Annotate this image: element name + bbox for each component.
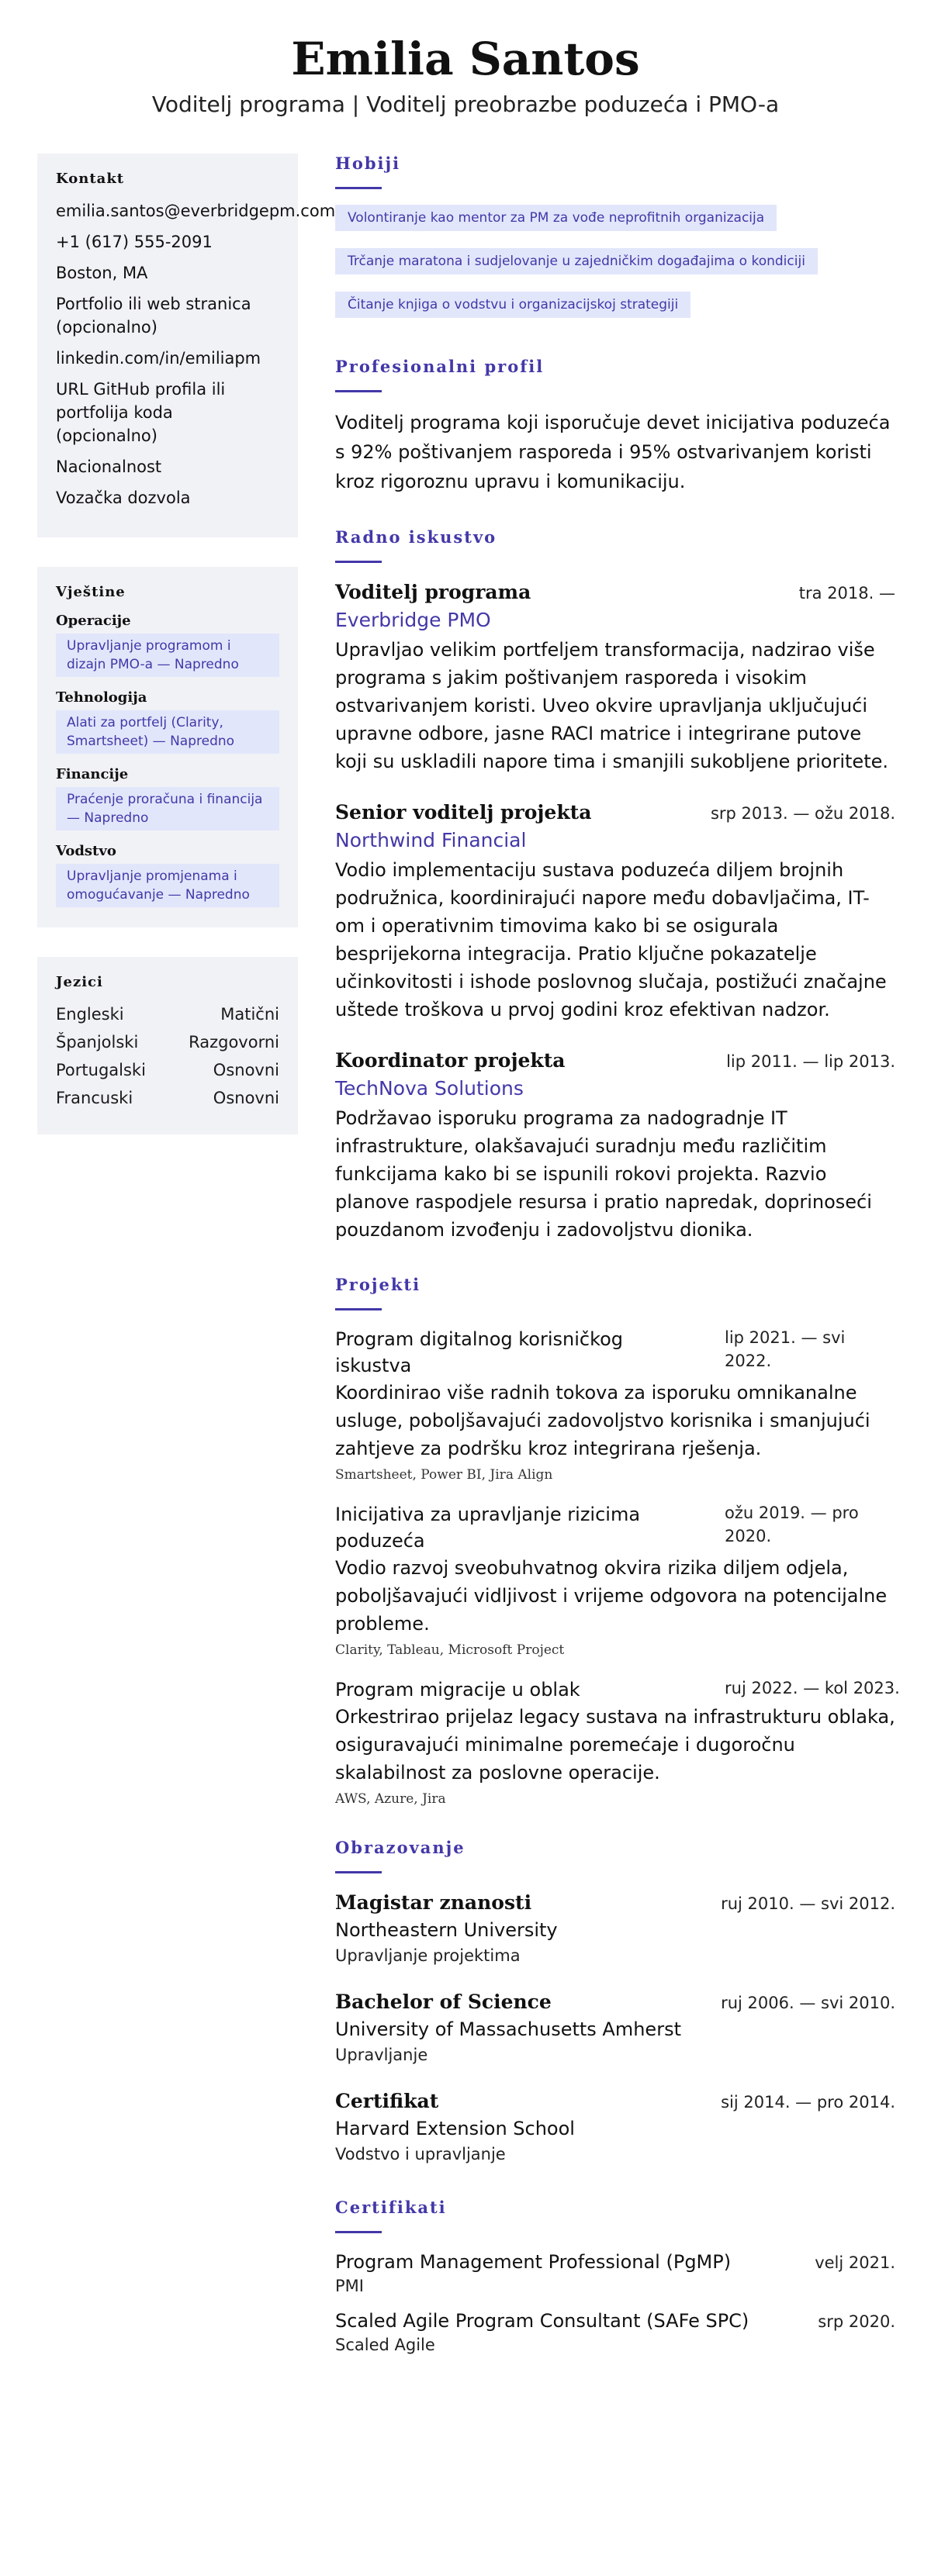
hobby-tag: Trčanje maratona i sudjelovanje u zajedničkim događajima o kondiciji bbox=[335, 248, 818, 275]
resume-header bbox=[0, 31, 931, 117]
project-description: Orkestrirao prijelaz legacy sustava na infrastrukturu oblaka, osiguravajući minimalne poremećaje i dugoročnu skalabilnost za poslovne operacije. bbox=[335, 1706, 895, 1784]
education-section bbox=[335, 1838, 895, 2167]
contact-license: Vozačka dozvola bbox=[56, 489, 191, 507]
language-name: Engleski bbox=[56, 1005, 124, 1024]
hobby-tag: Čitanje knjiga o vodstvu i organizacijskoj strategiji bbox=[335, 292, 690, 318]
skill-group bbox=[56, 689, 279, 754]
job-description: Vodio implementaciju sustava poduzeća diljem brojnih podružnica, koordinirajući napore među dobavljačima, IT-om i operativnim timovima kako bi se osigurala besprijekorna integracija. Pratio ključne pokazatelje učinkovitosti i ishode poslovnog slučaja, postižući značajne uštede troškova u prvoj godini kroz efektivan nadzor. bbox=[335, 859, 887, 1020]
education-degree: Magistar znanosti bbox=[335, 1891, 532, 1914]
skill-tag: Alati za portfelj (Clarity, Smartsheet) — Napredno bbox=[56, 710, 279, 754]
language-name: Španjolski bbox=[56, 1033, 139, 1051]
section-title: Projekti bbox=[335, 1275, 421, 1294]
language-name: Portugalski bbox=[56, 1061, 146, 1079]
skill-group-title: Operacije bbox=[56, 613, 131, 629]
job-title: Voditelj programa bbox=[335, 581, 531, 603]
project-tools: AWS, Azure, Jira bbox=[335, 1791, 446, 1807]
profile-summary: Voditelj programa koji isporučuje devet inicijativa poduzeća s 92% poštivanjem rasporeda i 95% ostvarivanjem koristi kroz rigoroznu upravu i komunikaciju. bbox=[335, 412, 891, 492]
language-row bbox=[56, 1086, 279, 1110]
section-title: Profesionalni profil bbox=[335, 357, 545, 376]
education-date: ruj 2006. — svi 2010. bbox=[721, 1994, 895, 2012]
project-description: Vodio razvoj sveobuhvatnog okvira rizika diljem odjela, poboljšavajući vidljivost i vrijeme odgovora na potencijalne probleme. bbox=[335, 1557, 888, 1635]
language-row bbox=[56, 1003, 279, 1026]
contact-email[interactable]: emilia.santos@everbridgepm.com bbox=[56, 202, 336, 220]
languages-card bbox=[37, 957, 298, 1134]
job-entry bbox=[335, 578, 895, 775]
education-date: sij 2014. — pro 2014. bbox=[721, 2093, 895, 2112]
job-date: srp 2013. — ožu 2018. bbox=[710, 804, 895, 823]
section-divider bbox=[335, 187, 382, 189]
skill-group-title: Financije bbox=[56, 766, 129, 782]
job-company: TechNova Solutions bbox=[335, 1077, 524, 1100]
project-title: Inicijativa za upravljanje rizicima poduzeća bbox=[335, 1504, 641, 1552]
project-tools: Clarity, Tableau, Microsoft Project bbox=[335, 1642, 565, 1658]
project-date: ožu 2019. — pro 2020. bbox=[725, 1504, 859, 1545]
certification-issuer: PMI bbox=[335, 2277, 364, 2295]
hobby-tag: Volontiranje kao mentor za PM za vođe neprofitnih organizacija bbox=[335, 205, 777, 231]
education-field: Upravljanje projektima bbox=[335, 1946, 521, 1965]
job-company: Northwind Financial bbox=[335, 829, 527, 851]
project-date: lip 2021. — svi 2022. bbox=[725, 1328, 846, 1370]
profile-section bbox=[335, 357, 895, 496]
projects-section bbox=[335, 1275, 900, 1807]
section-divider bbox=[335, 2231, 382, 2233]
section-title: Obrazovanje bbox=[335, 1838, 466, 1857]
skills-card bbox=[37, 567, 298, 927]
section-divider bbox=[335, 561, 382, 563]
contact-nationality: Nacionalnost bbox=[56, 458, 162, 476]
section-divider bbox=[335, 1871, 382, 1873]
section-divider bbox=[335, 1308, 382, 1310]
education-school: Harvard Extension School bbox=[335, 2118, 575, 2139]
job-date: tra 2018. — bbox=[798, 584, 895, 603]
skill-group bbox=[56, 613, 279, 677]
certifications-section bbox=[335, 2198, 895, 2356]
section-title: Certifikati bbox=[335, 2198, 447, 2217]
skill-tag: Upravljanje promjenama i omogućavanje — Napredno bbox=[56, 864, 279, 907]
job-entry bbox=[335, 1047, 895, 1244]
project-title: Program digitalnog korisničkog iskustva bbox=[335, 1328, 624, 1376]
main-column bbox=[335, 154, 900, 2367]
candidate-headline: Voditelj programa | Voditelj preobrazbe poduzeća i PMO-a bbox=[151, 92, 780, 117]
project-date: ruj 2022. — kol 2023. bbox=[725, 1679, 900, 1697]
education-field: Vodstvo i upravljanje bbox=[335, 2145, 506, 2163]
section-divider bbox=[335, 390, 382, 392]
language-level: Razgovorni bbox=[189, 1033, 279, 1051]
job-company: Everbridge PMO bbox=[335, 609, 491, 631]
job-description: Upravljao velikim portfeljem transformacija, nadzirao više programa s jakim poštivanjem rasporeda i visokim ostvarivanjem koristi. Uveo okvire upravljanja uključujući upravne odbore, jasne RACI matrice i integrirane putove koji su uskladili napore tima i smanjili sukobljene prioritete. bbox=[335, 639, 889, 772]
skill-group-title: Tehnologija bbox=[56, 689, 147, 706]
language-row bbox=[56, 1031, 279, 1054]
project-entry bbox=[335, 1676, 900, 1807]
skill-group bbox=[56, 766, 279, 830]
project-tools: Smartsheet, Power BI, Jira Align bbox=[335, 1467, 553, 1483]
job-title: Senior voditelj projekta bbox=[335, 801, 592, 824]
skills-title: Vještine bbox=[56, 584, 126, 600]
contact-card bbox=[37, 154, 336, 537]
project-description: Koordinirao više radnih tokova za isporuku omnikanalne usluge, poboljšavajući zadovoljstvo korisnika i smanjujući zahtjeve za podršku kroz integrirana rješenja. bbox=[335, 1382, 870, 1459]
certification-name: Scaled Agile Program Consultant (SAFe SPC) bbox=[335, 2310, 749, 2332]
section-title: Hobiji bbox=[335, 154, 401, 173]
certification-name: Program Management Professional (PgMP) bbox=[335, 2251, 732, 2273]
language-level: Osnovni bbox=[213, 1089, 279, 1107]
skill-tag: Upravljanje programom i dizajn PMO-a — Napredno bbox=[56, 634, 279, 677]
education-school: University of Massachusetts Amherst bbox=[335, 2018, 681, 2040]
hobbies-section bbox=[335, 154, 895, 335]
education-degree: Bachelor of Science bbox=[335, 1991, 552, 2013]
skill-tag: Praćenje proračuna i financija — Napredno bbox=[56, 787, 279, 830]
contact-portfolio[interactable]: Portfolio ili web stranica (opcionalno) bbox=[56, 295, 251, 337]
language-level: Osnovni bbox=[213, 1061, 279, 1079]
candidate-name: Emilia Santos bbox=[291, 33, 640, 85]
skill-group-title: Vodstvo bbox=[56, 843, 116, 859]
education-date: ruj 2010. — svi 2012. bbox=[721, 1894, 895, 1913]
education-entry bbox=[335, 1889, 895, 1968]
job-description: Podržavao isporuku programa za nadogradnje IT infrastrukture, olakšavajući suradnju među različitim funkcijama kako bi se ispunili rokovi projekta. Razvio planove raspodjele resursa i pratio napredak, doprinoseći pouzdanom izvođenju i zadovoljstvu dionika. bbox=[335, 1107, 872, 1241]
job-title: Koordinator projekta bbox=[335, 1049, 566, 1072]
experience-section bbox=[335, 527, 895, 1244]
project-title: Program migracije u oblak bbox=[335, 1679, 580, 1701]
education-school: Northeastern University bbox=[335, 1919, 558, 1941]
contact-github[interactable]: URL GitHub profila ili portfolija koda (opcionalno) bbox=[56, 380, 226, 445]
certification-entry bbox=[335, 2308, 895, 2356]
language-name: Francuski bbox=[56, 1089, 133, 1107]
job-entry bbox=[335, 799, 895, 1024]
certification-issuer: Scaled Agile bbox=[335, 2336, 435, 2354]
education-entry bbox=[335, 2087, 895, 2167]
language-level: Matični bbox=[220, 1005, 279, 1024]
education-field: Upravljanje bbox=[335, 2046, 428, 2064]
certification-date: srp 2020. bbox=[818, 2312, 895, 2331]
project-entry bbox=[335, 1326, 895, 1483]
contact-title: Kontakt bbox=[56, 171, 125, 187]
project-entry bbox=[335, 1501, 895, 1658]
skill-group bbox=[56, 843, 279, 907]
job-date: lip 2011. — lip 2013. bbox=[726, 1052, 895, 1071]
education-degree: Certifikat bbox=[335, 2090, 439, 2112]
languages-title: Jezici bbox=[56, 974, 103, 990]
certification-date: velj 2021. bbox=[815, 2253, 895, 2272]
sidebar bbox=[37, 154, 336, 1164]
section-title: Radno iskustvo bbox=[335, 527, 497, 547]
language-row bbox=[56, 1058, 279, 1082]
certification-entry bbox=[335, 2249, 895, 2297]
contact-location: Boston, MA bbox=[56, 264, 148, 282]
contact-linkedin[interactable]: linkedin.com/in/emiliapm bbox=[56, 349, 261, 368]
contact-phone[interactable]: +1 (617) 555-2091 bbox=[56, 233, 213, 251]
education-entry bbox=[335, 1988, 895, 2067]
